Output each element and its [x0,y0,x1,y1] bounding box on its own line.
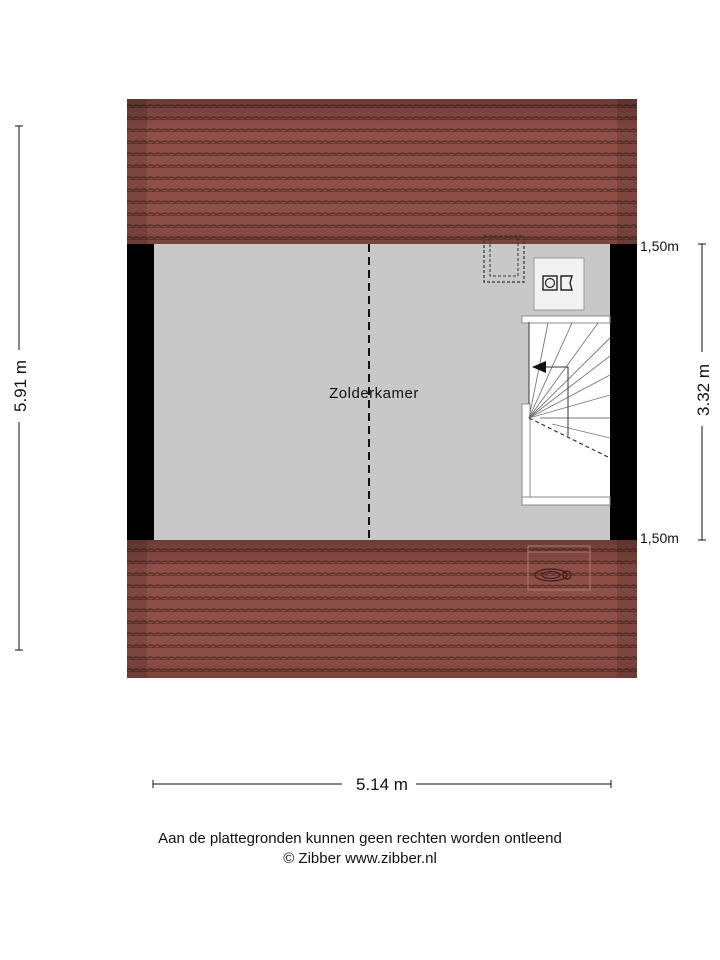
disclaimer-text: Aan de plattegronden kunnen geen rechten worden ontleend [158,830,562,847]
dim-total-height-label: 5.91 m [11,360,30,412]
room-label: Zolderkamer [329,385,419,402]
dim-total-height [9,126,31,650]
washer-icon [534,258,584,310]
roof-top [127,99,637,244]
dim-inner-height [691,244,713,540]
eave-height-top: 1,50m [640,238,679,254]
dim-total-width [153,772,611,796]
roof-bottom [127,540,637,678]
dim-inner-height-label: 3.32 m [694,364,713,416]
credit-text: © Zibber www.zibber.nl [283,850,437,867]
eave-height-bottom: 1,50m [640,530,679,546]
wall-right [610,244,637,540]
wall-left [127,244,154,540]
dim-total-width-label: 5.14 m [356,775,408,794]
staircase [522,316,610,505]
